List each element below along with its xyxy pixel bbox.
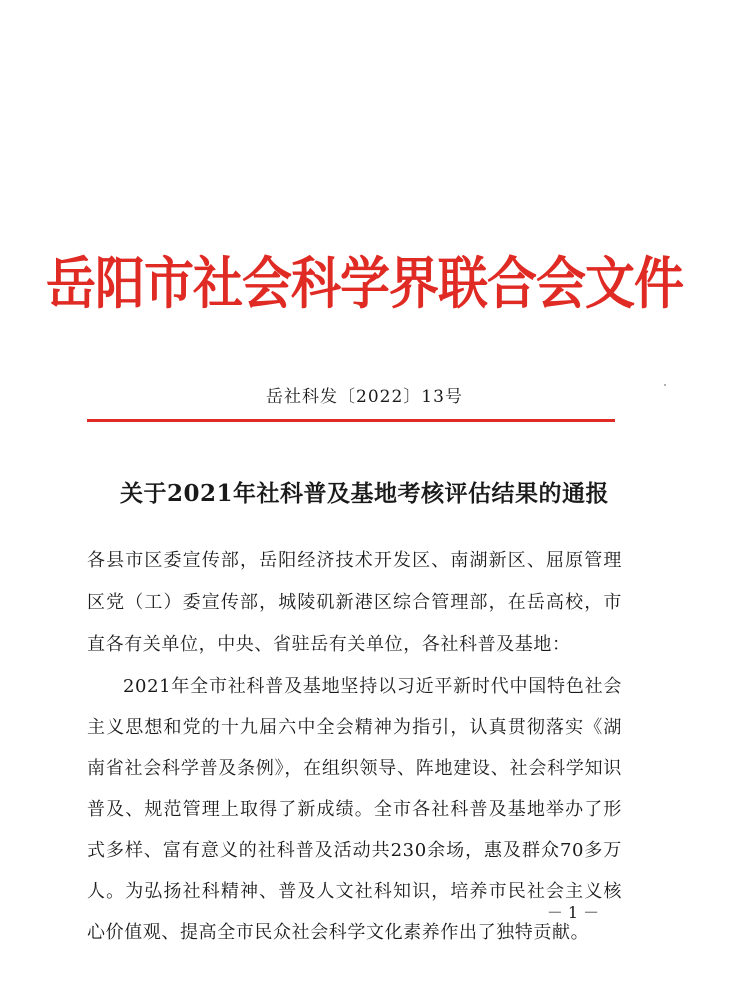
document-number: 岳社科发〔2022〕13号: [266, 387, 463, 407]
red-divider-line: [87, 419, 615, 422]
notice-title: 关于2021年社科普及基地考核评估结果的通报: [119, 480, 609, 507]
page-number: － 1 －: [546, 903, 600, 922]
body-paragraph: 2021年全市社科普及基地坚持以习近平新时代中国特色社会主义思想和党的十九届六中全会精神为指引，认真贯彻落实《湖南省社会科学普及条例》，在组织领导、阵地建设、社会科学知识普及、规范管理上取得了新成绩。全市各社科普及基地举办了形式多样、富有意义的社科普及活动共230余场，惠及群众70多万人。为弘扬社科精神、普及人文社科知识，培养市民社会主义核心价值观、提高全市民众社会科学文化素养作出了独特贡献。: [87, 676, 622, 943]
salutation-paragraph: 各县市区委宣传部，岳阳经济技术开发区、南湖新区、屈原管理区党（工）委宣传部，城陵矶新港区综合管理部，在岳高校，市直各有关单位，中央、省驻岳有关单位，各社科普及基地：: [87, 550, 622, 655]
masthead-title: 岳阳市社会科学界联合会文件: [46, 251, 683, 317]
scan-artifact: [664, 384, 666, 386]
